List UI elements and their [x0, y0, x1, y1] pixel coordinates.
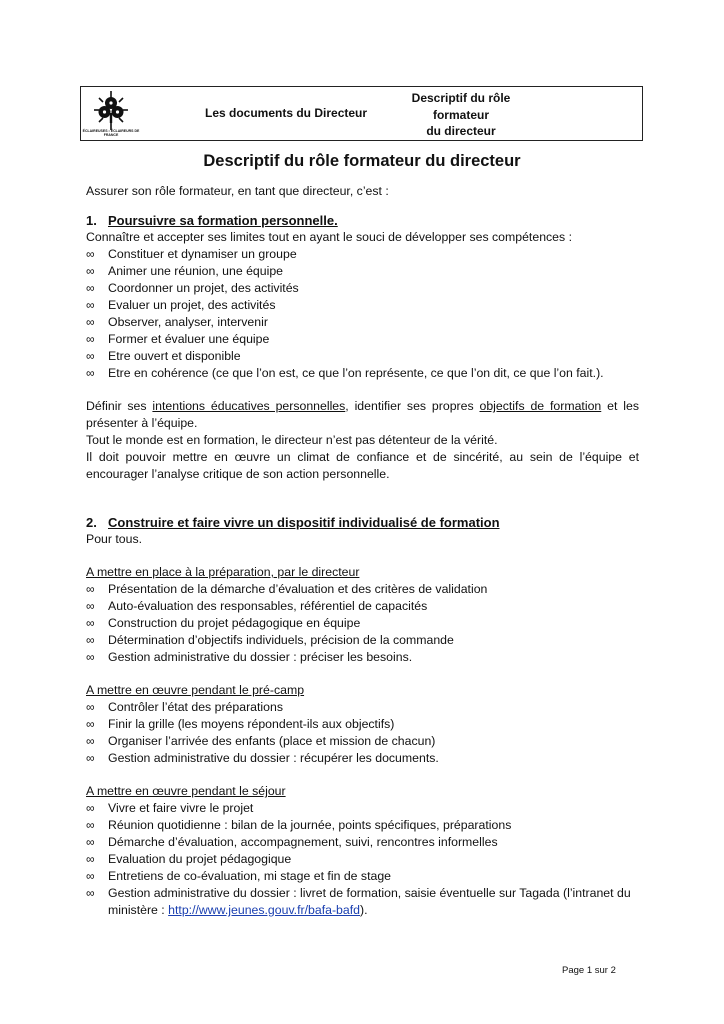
list-item: ∞ Présentation de la démarche d’évaluation et des critères de validation: [86, 582, 488, 596]
infinity-bullet-icon: ∞: [86, 599, 95, 613]
list-item: ∞ Détermination d’objectifs individuels, précision de la commande: [86, 633, 454, 647]
list-item: ∞ Etre en cohérence (ce que l’on est, ce que l’on représente, ce que l’on dit, ce que l’on fait.).: [86, 366, 604, 380]
section-title: Poursuivre sa formation personnelle.: [108, 213, 338, 228]
infinity-bullet-icon: ∞: [86, 886, 95, 900]
infinity-bullet-icon: ∞: [86, 633, 95, 647]
infinity-bullet-icon: ∞: [86, 315, 95, 329]
logo-caption: ÉCLAIREUSES • ÉCLAIREURS DE FRANCE: [82, 129, 140, 137]
infinity-bullet-icon: ∞: [86, 616, 95, 630]
list-item: ∞ Construction du projet pédagogique en équipe: [86, 616, 361, 630]
header-title-line: du directeur: [426, 124, 496, 138]
truth-paragraph: Tout le monde est en formation, le directeur n’est pas détenteur de la vérité.: [86, 433, 498, 447]
list-item: ∞ Auto-évaluation des responsables, référentiel de capacités: [86, 599, 428, 613]
infinity-bullet-icon: ∞: [86, 700, 95, 714]
section-title: Construire et faire vivre un dispositif individualisé de formation: [108, 515, 500, 530]
ministry-link[interactable]: http://www.jeunes.gouv.fr/bafa-bafd: [168, 903, 360, 917]
infinity-bullet-icon: ∞: [86, 247, 95, 261]
header-title-line: Descriptif du rôle: [411, 91, 511, 105]
list-item: ∞ Finir la grille (les moyens répondent-ils aux objectifs): [86, 717, 395, 731]
header-doc-category: Les documents du Directeur: [205, 106, 368, 120]
list-item: ∞ Former et évaluer une équipe: [86, 332, 270, 346]
header-title-line: formateur: [432, 107, 489, 122]
infinity-bullet-icon: ∞: [86, 349, 95, 363]
document-body: [86, 183, 639, 919]
infinity-bullet-icon: ∞: [86, 734, 95, 748]
infinity-bullet-icon: ∞: [86, 650, 95, 664]
list-item: ∞ Gestion administrative du dossier : préciser les besoins.: [86, 650, 413, 664]
list-item: ∞ Gestion administrative du dossier : récupérer les documents.: [86, 751, 439, 765]
list-item: ∞ Entretiens de co-évaluation, mi stage et fin de stage: [86, 869, 391, 883]
section-1-heading: [86, 212, 639, 229]
underlined-term: objectifs de formation: [479, 399, 602, 413]
climate-paragraph: Il doit pouvoir mettre en œuvre un climat de confiance et de sincérité, au sein de l’équipe et encourager l’analyse critique de son action personnelle.: [86, 450, 639, 481]
section-number: 2.: [86, 515, 97, 530]
list-item: ∞ Evaluer un projet, des activités: [86, 298, 276, 312]
list-item: ∞ Observer, analyser, intervenir: [86, 315, 268, 329]
header-box: [80, 86, 643, 141]
section-2-subtitle: Pour tous.: [86, 532, 143, 546]
page-number: Page 1 sur 2: [562, 965, 616, 976]
infinity-bullet-icon: ∞: [86, 801, 95, 815]
document-title: Descriptif du rôle formateur du directeur: [203, 152, 521, 170]
list-item: ∞ Réunion quotidienne : bilan de la journée, points spécifiques, préparations: [86, 818, 512, 832]
list-item: ∞ Coordonner un projet, des activités: [86, 281, 299, 295]
infinity-bullet-icon: ∞: [86, 835, 95, 849]
list-item: ∞ Démarche d’évaluation, accompagnement, suivi, rencontres informelles: [86, 835, 498, 849]
group-heading-stay: A mettre en œuvre pendant le séjour: [86, 784, 286, 798]
infinity-bullet-icon: ∞: [86, 818, 95, 832]
infinity-bullet-icon: ∞: [86, 852, 95, 866]
competence-list: [86, 246, 639, 382]
list-item: ∞ Evaluation du projet pédagogique: [86, 852, 292, 866]
group-heading-preparation: A mettre en place à la préparation, par le directeur: [86, 565, 360, 579]
infinity-bullet-icon: ∞: [86, 264, 95, 278]
infinity-bullet-icon: ∞: [86, 298, 95, 312]
list-item: ∞ Gestion administrative du dossier : livret de formation, saisie éventuelle sur Tagada (l’intranet du ministère : http://www.jeunes.gouv.fr/bafa-bafd).: [86, 886, 631, 917]
list-item: ∞ Vivre et faire vivre le projet: [86, 801, 254, 815]
infinity-bullet-icon: ∞: [86, 366, 95, 380]
intro-paragraph: Assurer son rôle formateur, en tant que directeur, c’est :: [86, 184, 389, 198]
preparation-list: [86, 581, 639, 666]
infinity-bullet-icon: ∞: [86, 582, 95, 596]
infinity-bullet-icon: ∞: [86, 717, 95, 731]
infinity-bullet-icon: ∞: [86, 869, 95, 883]
pre-camp-list: [86, 699, 639, 767]
objectives-paragraph: Définir ses intentions éducatives personnelles, identifier ses propres objectifs de formation et les présenter à l’équipe.: [86, 399, 639, 430]
section-2-heading: [86, 514, 639, 531]
stay-list: [86, 800, 639, 919]
section-1-lead: Connaître et accepter ses limites tout en ayant le souci de développer ses compétences :: [86, 230, 572, 244]
list-item: ∞ Organiser l’arrivée des enfants (place et mission de chacun): [86, 734, 436, 748]
header-doc-title: [391, 90, 531, 140]
underlined-term: intentions éducatives personnelles: [152, 399, 346, 413]
trefoil-icon: [85, 89, 137, 133]
list-item: ∞ Animer une réunion, une équipe: [86, 264, 284, 278]
infinity-bullet-icon: ∞: [86, 332, 95, 346]
list-item: ∞ Etre ouvert et disponible: [86, 349, 241, 363]
section-number: 1.: [86, 213, 97, 228]
list-item: ∞ Contrôler l’état des préparations: [86, 700, 283, 714]
list-item: ∞ Constituer et dynamiser un groupe: [86, 247, 297, 261]
infinity-bullet-icon: ∞: [86, 751, 95, 765]
group-heading-pre-camp: A mettre en œuvre pendant le pré-camp: [86, 683, 305, 697]
infinity-bullet-icon: ∞: [86, 281, 95, 295]
